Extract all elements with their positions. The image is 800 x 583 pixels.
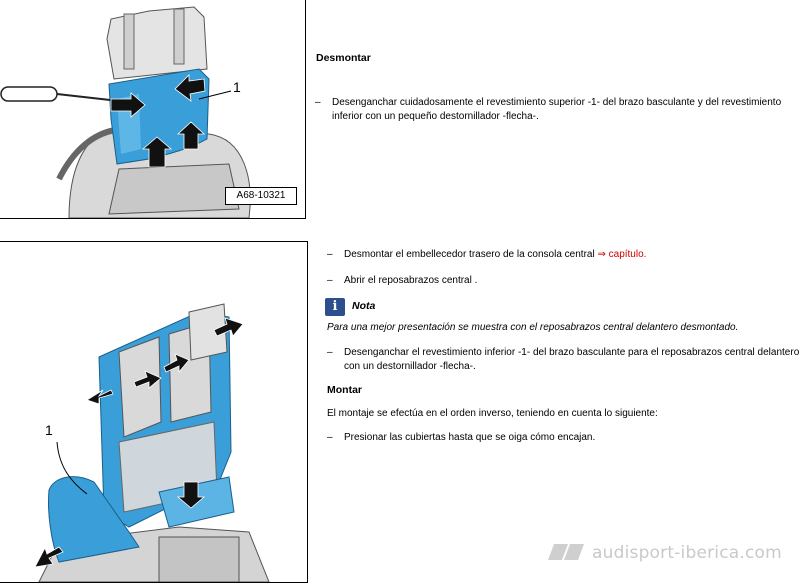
figure-1-illustration	[0, 0, 305, 218]
watermark-logo-icon	[548, 544, 586, 560]
watermark	[548, 540, 798, 564]
step-dash: –	[315, 97, 321, 108]
chapter-link[interactable]: ⇒ capítulo.	[597, 249, 647, 260]
watermark-text: audisport-iberica.com	[592, 543, 782, 563]
step-dash: –	[327, 432, 333, 443]
note-label: Nota	[352, 300, 376, 312]
step-dash: –	[327, 275, 333, 286]
step-remove-3	[327, 274, 800, 288]
step-text: Abrir el reposabrazos central .	[344, 275, 478, 286]
section-heading-install: Montar	[327, 384, 362, 396]
figure-2-illustration	[0, 242, 307, 582]
step-remove-1	[315, 96, 792, 124]
step-install-1	[327, 431, 800, 445]
install-intro: El montaje se efectúa en el orden inverso, teniendo en cuenta lo siguiente:	[327, 408, 658, 419]
step-remove-4	[327, 346, 800, 374]
figure-2	[0, 241, 308, 583]
step-dash: –	[327, 347, 333, 358]
figure-1	[0, 0, 306, 219]
callout-number: 1	[233, 79, 241, 95]
section-heading-remove: Desmontar	[316, 52, 371, 64]
figure-code: A68-10321	[225, 187, 297, 205]
step-text: Desenganchar cuidadosamente el revestimiento superior -1- del brazo basculante y del revestimiento inferior con un pequeño destornillador -flecha-.	[332, 97, 782, 122]
note-text: Para una mejor presentación se muestra con el reposabrazos central delantero desmontado.	[327, 322, 739, 333]
step-text: Desenganchar el revestimiento inferior -1- del brazo basculante para el reposabrazos central delantero con un destornillador -flecha-.	[344, 347, 800, 372]
step-text: Desmontar el embellecedor trasero de la consola central	[344, 249, 595, 260]
info-icon: i	[325, 298, 345, 316]
step-remove-2	[327, 248, 800, 262]
step-text: Presionar las cubiertas hasta que se oiga cómo encajan.	[344, 432, 596, 443]
step-dash: –	[327, 249, 333, 260]
callout-number: 1	[45, 422, 53, 438]
